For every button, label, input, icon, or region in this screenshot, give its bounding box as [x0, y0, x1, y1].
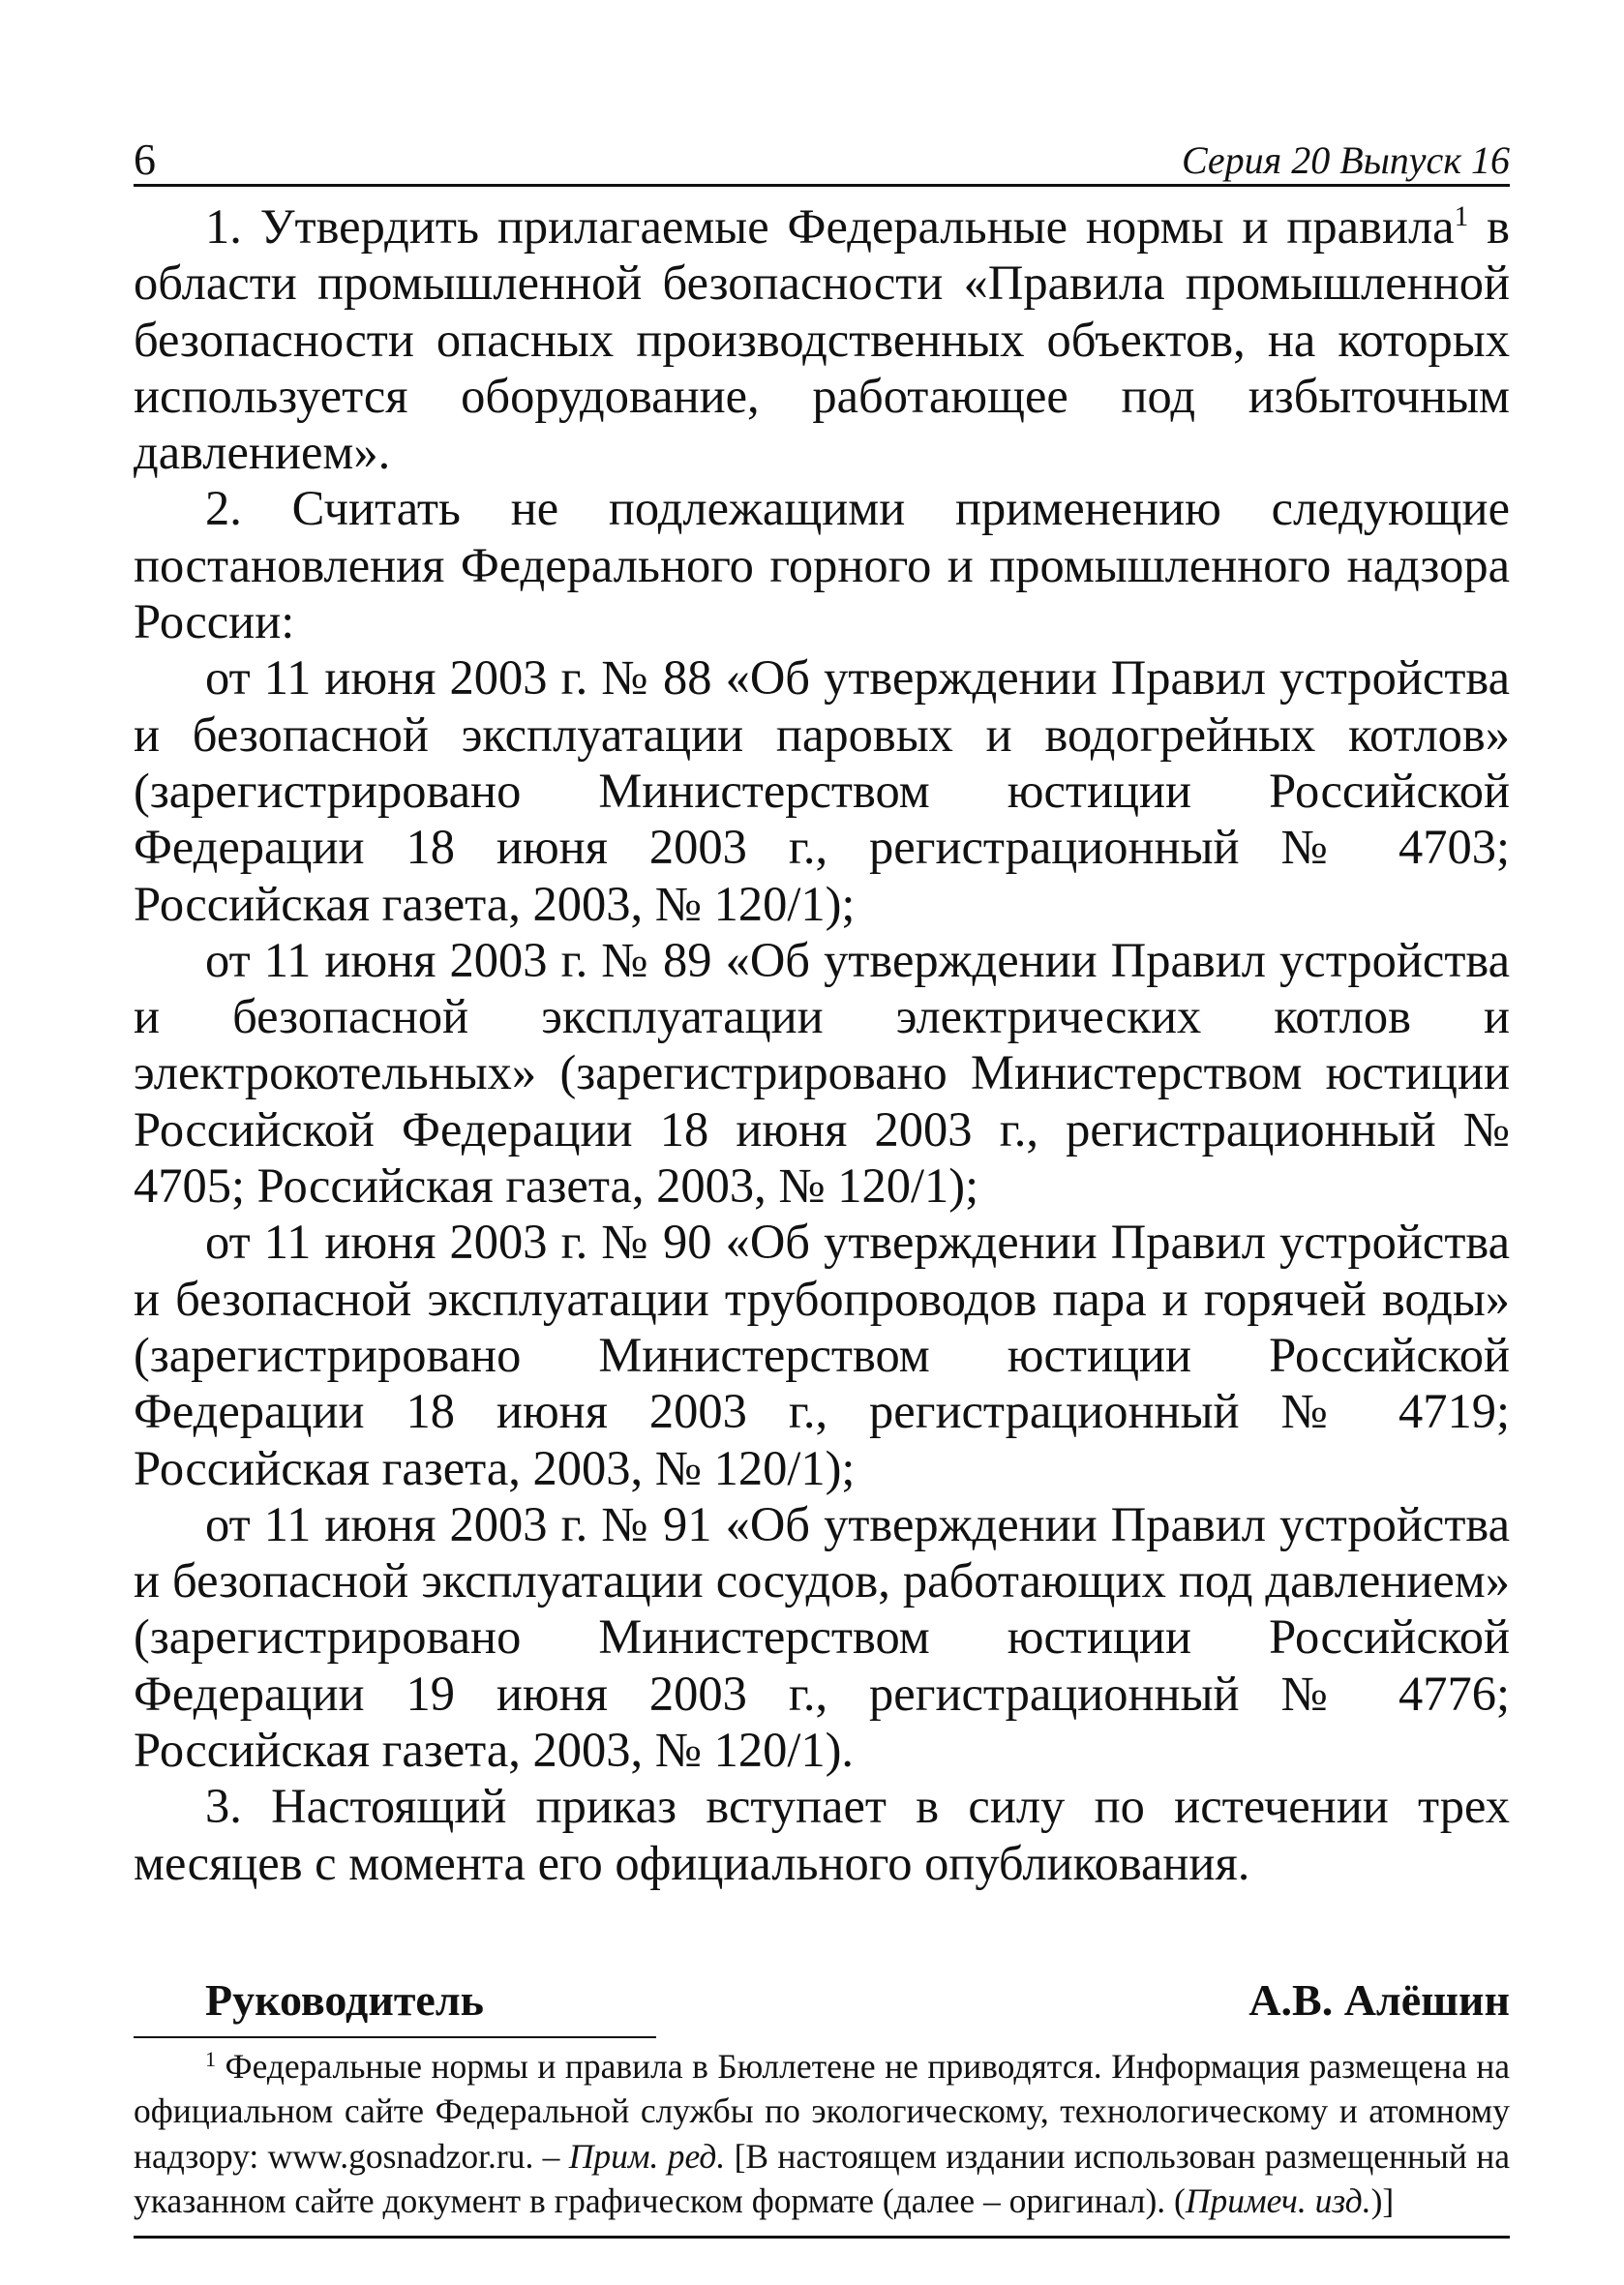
footnote-publisher-note: Примеч. изд. [1185, 2181, 1371, 2221]
document-page [134, 124, 1510, 2239]
footnote-separator [134, 2036, 656, 2038]
signatory-title: Руководитель [205, 1974, 484, 2025]
footnote [134, 2044, 1510, 2224]
paragraph-resolution-89: от 11 июня 2003 г. № 89 «Об утверждении Правил устройства и безопасной эксплуатации электрических котлов и электрокотельных» (зарегистрировано Министерством юстиции Российской Федерации 18 июня 2003 г., регистрационный № 4705; Российская газета, 2003, № 120/1); [134, 932, 1510, 1214]
paragraph-resolution-88: от 11 июня 2003 г. № 88 «Об утверждении Правил устройства и безопасной эксплуатации паровых и водогрейных котлов» (зарегистрировано Министерством юстиции Российской Федерации 18 июня 2003 г., регистрационный № 4703; Российская газета, 2003, № 120/1); [134, 650, 1510, 931]
running-header [134, 124, 1510, 187]
footnote-mark: 1 [205, 2046, 216, 2071]
paragraph-approve-rules-text-continued: в области промышленной безопасности «Правила промышленной безопасности опасных производственных объектов, на которых используется оборудование, работающее под избыточным давлением». [134, 199, 1510, 480]
signature-block [134, 1967, 1510, 2034]
footnote-text-part-1: Федеральные нормы и правила в Бюллетене не приводятся. Информация размещена на официальном сайте Федеральной службы по экологическому, технологическому и атомному надзору: www.gosnadzor.ru. – [134, 2046, 1510, 2176]
footnote-text-part-3: )] [1370, 2181, 1395, 2221]
footnote-editor-note: Прим. ред. [568, 2136, 726, 2176]
paragraph-entry-into-force: 3. Настоящий приказ вступает в силу по истечении трех месяцев с момента его официального опубликования. [134, 1779, 1510, 1890]
footnote-reference: 1 [1454, 200, 1469, 232]
footnote-text-part-2: [В настоящем издании использован размещенный на указанном сайте документ в графическом формате (далее – оригинал). ( [134, 2136, 1510, 2221]
paragraph-resolution-91: от 11 июня 2003 г. № 91 «Об утверждении Правил устройства и безопасной эксплуатации сосудов, работающих под давлением» (зарегистрировано Министерством юстиции Российской Федерации 19 июня 2003 г., регистрационный № 4776; Российская газета, 2003, № 120/1). [134, 1496, 1510, 1778]
series-issue-label: Серия 20 Выпуск 16 [1181, 138, 1510, 182]
signatory-name: А.В. Алёшин [1248, 1974, 1510, 2025]
paragraph-resolution-90: от 11 июня 2003 г. № 90 «Об утверждении Правил устройства и безопасной эксплуатации трубопроводов пара и горячей воды» (зарегистрировано Министерством юстиции Российской Федерации 18 июня 2003 г., регистрационный № 4719; Российская газета, 2003, № 120/1); [134, 1215, 1510, 1495]
paragraph-approve-rules-text: 1. Утвердить прилагаемые Федеральные нормы и правила [205, 199, 1455, 254]
page-number: 6 [134, 135, 156, 184]
paragraph-not-applicable: 2. Считать не подлежащими применению следующие постановления Федерального горного и промышленного надзора России: [134, 481, 1510, 649]
paragraph-approve-rules [134, 198, 1510, 480]
bottom-rule [134, 2236, 1510, 2239]
order-body [134, 198, 1510, 1891]
